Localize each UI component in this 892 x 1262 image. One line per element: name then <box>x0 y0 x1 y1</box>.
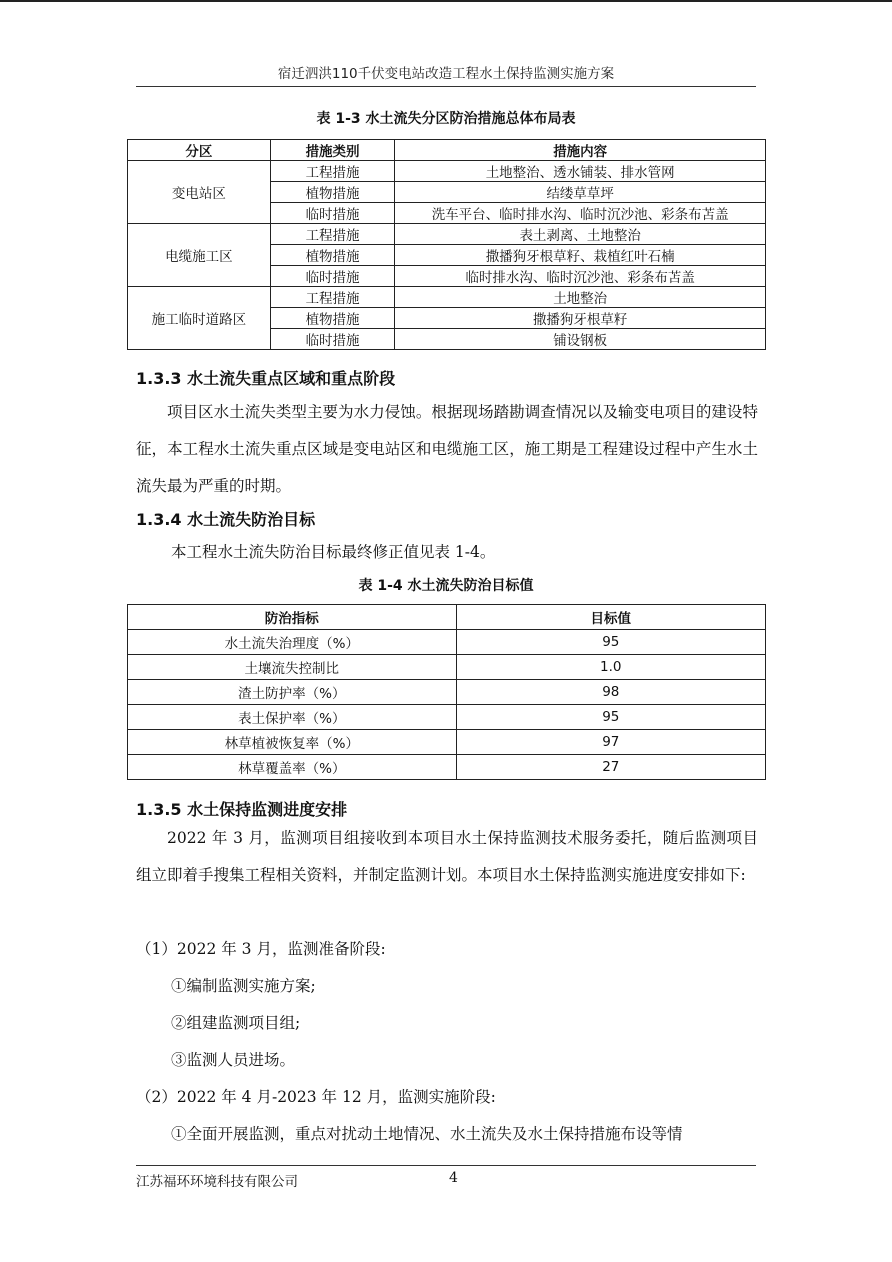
content-cell: 撒播狗牙根草籽、栽植红叶石楠 <box>395 245 766 266</box>
table-row <box>128 705 766 730</box>
indicator-cell: 渣土防护率（%） <box>128 680 457 705</box>
zone-cell: 施工临时道路区 <box>128 287 271 350</box>
table-row <box>128 730 766 755</box>
section-1-3-5-heading: 1.3.5 水土保持监测进度安排 <box>136 800 348 819</box>
target-cell: 95 <box>456 630 765 655</box>
table-row <box>128 287 766 308</box>
content-cell: 表土剥离、土地整治 <box>395 224 766 245</box>
zone-cell: 电缆施工区 <box>128 224 271 287</box>
zone-cell: 变电站区 <box>128 161 271 224</box>
table-1-3 <box>127 139 766 350</box>
table-row <box>128 655 766 680</box>
section-1-3-4-heading: 1.3.4 水土流失防治目标 <box>136 510 316 529</box>
footer-company: 江苏福环环境科技有限公司 <box>136 1174 298 1190</box>
stage-2-item: ①全面开展监测，重点对扰动土地情况、水土流失及水土保持措施布设等情 <box>171 1125 683 1143</box>
content-cell: 土地整治 <box>395 287 766 308</box>
indicator-cell: 林草植被恢复率（%） <box>128 730 457 755</box>
target-cell: 27 <box>456 755 765 780</box>
table-row <box>128 680 766 705</box>
indicator-cell: 表土保护率（%） <box>128 705 457 730</box>
content-cell: 洗车平台、临时排水沟、临时沉沙池、彩条布苫盖 <box>395 203 766 224</box>
table-1-4 <box>127 604 766 780</box>
section-1-3-3-heading: 1.3.3 水土流失重点区域和重点阶段 <box>136 369 396 388</box>
header-rule <box>136 86 756 87</box>
stage-2-line: （2）2022 年 4 月-2023 年 12 月，监测实施阶段: <box>136 1088 496 1106</box>
section-1-3-5-body: 2022 年 3 月，监测项目组接收到本项目水土保持监测技术服务委托，随后监测项目组立即着手搜集工程相关资料，并制定监测计划。本项目水土保持监测实施进度安排如下: <box>136 829 758 884</box>
table-header-row <box>128 140 766 161</box>
section-1-3-3-body: 项目区水土流失类型主要为水力侵蚀。根据现场踏勘调查情况以及输变电项目的建设特征，本工程水土流失重点区域是变电站区和电缆施工区，施工期是工程建设过程中产生水土流失最为严重的时期。 <box>136 403 758 495</box>
content-cell: 结缕草草坪 <box>395 182 766 203</box>
category-cell: 植物措施 <box>270 308 395 329</box>
top-border <box>0 0 892 2</box>
table-1-3-caption: 表 1-3 水土流失分区防治措施总体布局表 <box>316 111 576 127</box>
table-row <box>128 161 766 182</box>
stage-1-line: （1）2022 年 3 月，监测准备阶段: <box>136 940 386 958</box>
category-cell: 植物措施 <box>270 245 395 266</box>
category-cell: 临时措施 <box>270 329 395 350</box>
header-cell: 目标值 <box>456 605 765 630</box>
header-cell: 措施类别 <box>270 140 395 161</box>
table-1-4-caption: 表 1-4 水土流失防治目标值 <box>358 578 534 594</box>
stage-1-item: ③监测人员进场。 <box>171 1051 296 1069</box>
table-header-row <box>128 605 766 630</box>
table-row <box>128 224 766 245</box>
content-cell: 临时排水沟、临时沉沙池、彩条布苫盖 <box>395 266 766 287</box>
content-cell: 铺设钢板 <box>395 329 766 350</box>
table-row <box>128 630 766 655</box>
page-header: 宿迁泗洪110千伏变电站改造工程水土保持监测实施方案 <box>277 66 615 82</box>
footer-rule <box>136 1165 756 1166</box>
header-cell: 防治指标 <box>128 605 457 630</box>
indicator-cell: 土壤流失控制比 <box>128 655 457 680</box>
target-cell: 95 <box>456 705 765 730</box>
category-cell: 临时措施 <box>270 203 395 224</box>
section-1-3-4-body: 本工程水土流失防治目标最终修正值见表 1-4。 <box>171 543 496 561</box>
target-cell: 98 <box>456 680 765 705</box>
target-cell: 97 <box>456 730 765 755</box>
target-cell: 1.0 <box>456 655 765 680</box>
stage-1-item: ①编制监测实施方案; <box>171 977 316 995</box>
category-cell: 植物措施 <box>270 182 395 203</box>
category-cell: 工程措施 <box>270 161 395 182</box>
indicator-cell: 水土流失治理度（%） <box>128 630 457 655</box>
header-cell: 措施内容 <box>395 140 766 161</box>
content-cell: 土地整治、透水铺装、排水管网 <box>395 161 766 182</box>
content-cell: 撒播狗牙根草籽 <box>395 308 766 329</box>
table-row <box>128 755 766 780</box>
category-cell: 工程措施 <box>270 224 395 245</box>
indicator-cell: 林草覆盖率（%） <box>128 755 457 780</box>
category-cell: 临时措施 <box>270 266 395 287</box>
stage-1-item: ②组建监测项目组; <box>171 1014 301 1032</box>
category-cell: 工程措施 <box>270 287 395 308</box>
page-number: 4 <box>449 1170 458 1186</box>
header-cell: 分区 <box>128 140 271 161</box>
